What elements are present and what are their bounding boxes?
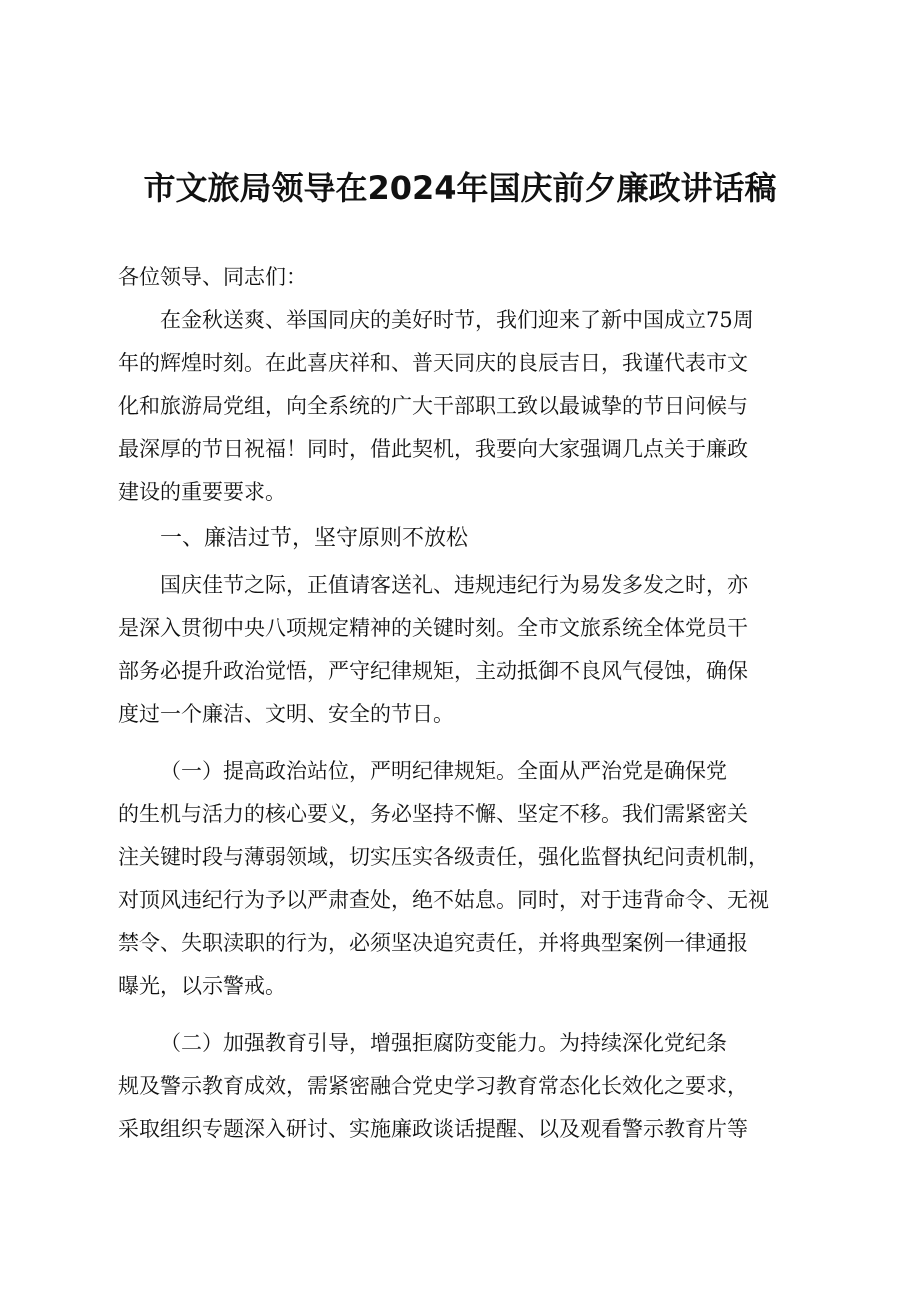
paragraph-line: （二）加强教育引导，增强拒腐防变能力。为持续深化党纪条 [160,1031,727,1055]
document-body [118,256,818,1151]
paragraph-line: 采取组织专题深入研讨、实施廉政谈话提醒、以及观看警示教育片等 [118,1117,748,1141]
paragraph-line: 国庆佳节之际，正值请客送礼、违规违纪行为易发多发之时，亦 [160,573,748,597]
paragraph-line: 度过一个廉洁、文明、安全的节日。 [118,702,454,726]
greeting: 各位领导、同志们： [118,265,307,289]
paragraph-line: 曝光，以示警戒。 [118,974,286,998]
paragraph-line: 最深厚的节日祝福！同时，借此契机，我要向大家强调几点关于廉政 [118,437,748,461]
paragraph-line: 注关键时段与薄弱领域，切实压实各级责任，强化监督执纪问责机制， [118,845,769,869]
paragraph-3 [118,750,818,1008]
paragraph-1 [118,299,818,514]
paragraph-line: 化和旅游局党组，向全系统的广大干部职工致以最诚挚的节日问候与 [118,394,748,418]
paragraph-line: 是深入贯彻中央八项规定精神的关键时刻。全市文旅系统全体党员干 [118,616,748,640]
section-heading-1: 一、廉洁过节，坚守原则不放松 [160,526,469,551]
paragraph-4 [118,1022,818,1151]
paragraph-line: 对顶风违纪行为予以严肃查处，绝不姑息。同时，对于违背命令、无视 [118,888,769,912]
paragraph-line: 年的辉煌时刻。在此喜庆祥和、普天同庆的良辰吉日，我谨代表市文 [118,351,748,375]
paragraph-line: 禁令、失职渎职的行为，必须坚决追究责任，并将典型案例一律通报 [118,931,748,955]
document-title: 市文旅局领导在2024年国庆前夕廉政讲话稿 [143,169,777,207]
paragraph-2 [118,564,818,736]
paragraph-line: 规及警示教育成效，需紧密融合党史学习教育常态化长效化之要求， [118,1074,748,1098]
paragraph-line: 建设的重要要求。 [118,480,286,504]
paragraph-line: 部务必提升政治觉悟，严守纪律规矩，主动抵御不良风气侵蚀，确保 [118,659,748,683]
paragraph-line: 在金秋送爽、举国同庆的美好时节，我们迎来了新中国成立75周 [160,308,754,332]
paragraph-line: （一）提高政治站位，严明纪律规矩。全面从严治党是确保党 [160,759,727,783]
paragraph-line: 的生机与活力的核心要义，务必坚持不懈、坚定不移。我们需紧密关 [118,802,748,826]
